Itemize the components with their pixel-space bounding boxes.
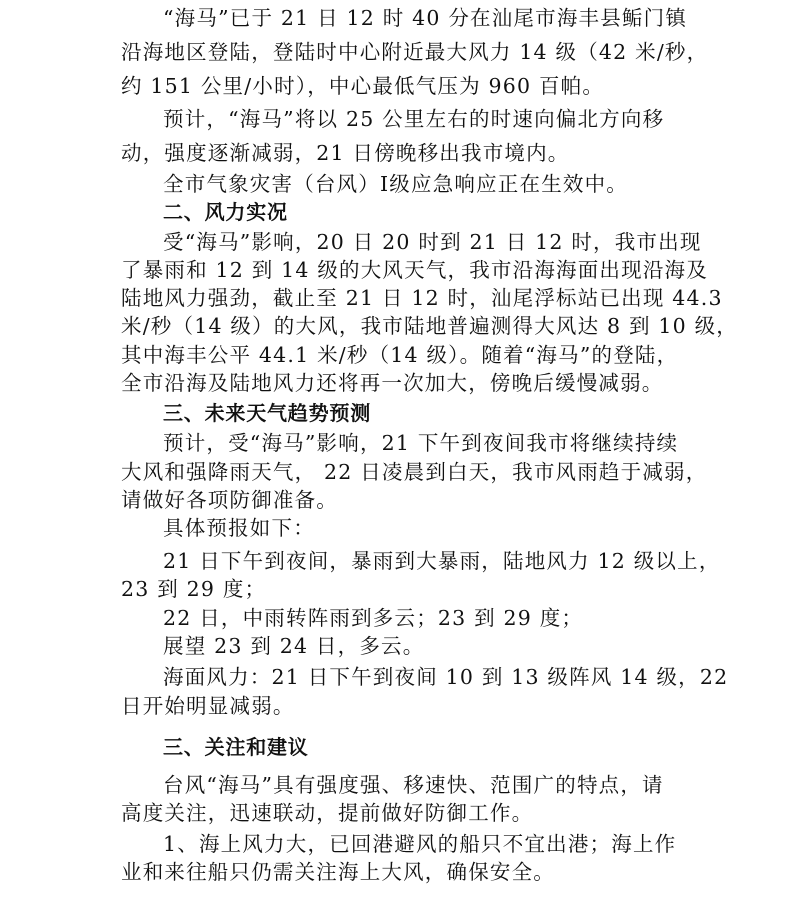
paragraph-line: 受“海马”影响，20 日 20 时到 21 日 12 时，我市出现 <box>163 230 702 254</box>
paragraph-line: 日开始明显减弱。 <box>121 694 295 718</box>
paragraph-line: 高度关注，迅速联动，提前做好防御工作。 <box>121 801 534 825</box>
section-heading: 三、未来天气趋势预测 <box>163 401 371 425</box>
paragraph-line: 业和来往船只仍需关注海上大风，确保安全。 <box>121 860 555 884</box>
paragraph-line: 预计，受“海马”影响，21 下午到夜间我市将继续持续 <box>163 431 679 455</box>
paragraph-line: “海马”已于 21 日 12 时 40 分在汕尾市海丰县鲘门镇 <box>163 6 688 30</box>
paragraph-line: 台风“海马”具有强度强、移速快、范围广的特点，请 <box>163 773 664 797</box>
paragraph-line: 21 日下午到夜间，暴雨到大暴雨，陆地风力 12 级以上， <box>163 549 721 573</box>
paragraph-line: 动，强度逐渐减弱，21 日傍晚移出我市境内。 <box>121 141 570 165</box>
paragraph-line: 约 151 公里/小时），中心最低气压为 960 百帕。 <box>121 74 605 98</box>
paragraph-line: 预计，“海马”将以 25 公里左右的时速向偏北方向移 <box>163 107 665 131</box>
section-heading: 二、风力实况 <box>163 200 288 224</box>
paragraph-line: 23 到 29 度； <box>121 577 267 601</box>
paragraph-line: 展望 23 到 24 日，多云。 <box>163 634 425 658</box>
paragraph-line: 其中海丰公平 44.1 米/秒（14 级）。随着“海马”的登陆， <box>121 343 679 367</box>
paragraph-line: 海面风力：21 日下午到夜间 10 到 13 级阵风 14 级，22 <box>163 665 729 689</box>
section-heading: 三、关注和建议 <box>163 735 309 759</box>
paragraph-line: 1、海上风力大，已回港避风的船只不宜出港；海上作 <box>163 832 677 856</box>
paragraph-line: 米/秒（14 级）的大风，我市陆地普遍测得大风达 8 到 10 级， <box>121 314 739 338</box>
paragraph-line: 请做好各项防御准备。 <box>121 488 338 512</box>
paragraph-line: 具体预报如下： <box>163 516 315 540</box>
paragraph-line: 全市沿海及陆地风力还将再一次加大，傍晚后缓慢减弱。 <box>121 371 664 395</box>
paragraph-line: 了暴雨和 12 到 14 级的大风天气，我市沿海海面出现沿海及 <box>121 258 708 282</box>
paragraph-line: 陆地风力强劲，截止至 21 日 12 时，汕尾浮标站已出现 44.3 <box>121 286 723 310</box>
paragraph-line: 沿海地区登陆，登陆时中心附近最大风力 14 级（42 米/秒， <box>121 40 709 64</box>
paragraph-line: 大风和强降雨天气， 22 日凌晨到白天，我市风雨趋于减弱， <box>121 460 708 484</box>
paragraph-line: 全市气象灾害（台风）Ⅰ级应急响应正在生效中。 <box>163 172 628 196</box>
paragraph-line: 22 日，中雨转阵雨到多云；23 到 29 度； <box>163 606 584 630</box>
